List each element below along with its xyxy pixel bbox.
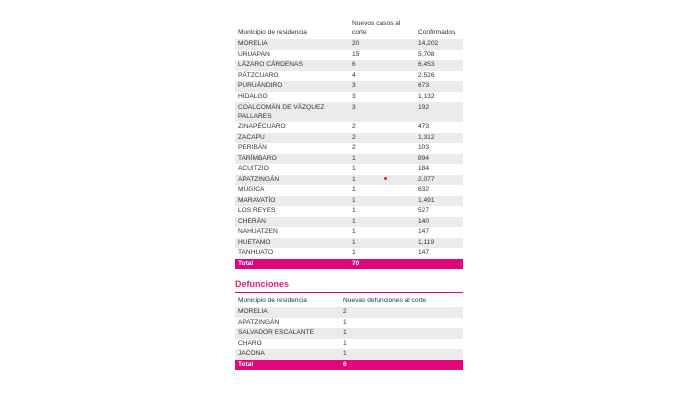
table-row <box>235 339 463 350</box>
deaths-total-value: 6 <box>340 360 463 370</box>
table-cell: 192 <box>415 102 463 122</box>
table-row <box>235 133 463 144</box>
table-cell: 2 <box>349 122 415 133</box>
table-cell: 6,453 <box>415 60 463 71</box>
table-cell: 632 <box>415 185 463 196</box>
table-cell: LOS REYES <box>235 206 349 217</box>
deaths-table <box>235 297 463 370</box>
table-row <box>235 175 463 186</box>
table-cell: 1 <box>349 206 415 217</box>
table-row <box>235 248 463 259</box>
table-cell: ZACAPU <box>235 133 349 144</box>
table-cell: HUETAMO <box>235 238 349 249</box>
table-cell: 4 <box>349 71 415 82</box>
table-cell: HIDALGO <box>235 92 349 103</box>
table-row <box>235 217 463 228</box>
cases-total-row <box>235 259 463 269</box>
table-cell: 20 <box>349 39 415 50</box>
table-row <box>235 196 463 207</box>
table-row <box>235 227 463 238</box>
table-row <box>235 318 463 329</box>
cases-header-row <box>235 20 463 39</box>
table-cell: 1,119 <box>415 238 463 249</box>
table-row <box>235 81 463 92</box>
table-cell: 1 <box>340 328 463 339</box>
cases-body <box>235 39 463 259</box>
table-cell: 1 <box>349 248 415 259</box>
table-cell: PERIBÁN <box>235 143 349 154</box>
deaths-total-label: Total <box>235 360 340 370</box>
table-cell: 2 <box>340 307 463 318</box>
col-confirmados: Confirmados <box>418 28 456 36</box>
table-cell: 1 <box>349 175 415 186</box>
table-cell: 103 <box>415 143 463 154</box>
table-cell: 15 <box>349 50 415 61</box>
table-cell: MARAVATÍO <box>235 196 349 207</box>
table-cell: TARÍMBARO <box>235 154 349 165</box>
col-nuevos-casos: Nuevos casos al corte <box>352 20 401 36</box>
report-container <box>235 20 463 370</box>
table-cell: ZINAPÉCUARO <box>235 122 349 133</box>
table-cell: MORELIA <box>235 307 340 318</box>
table-cell: COALCOMÁN DE VÁZQUEZ PALLARES <box>235 102 349 122</box>
table-cell: NAHUATZEN <box>235 227 349 238</box>
table-cell: ACUITZIO <box>235 164 349 175</box>
table-row <box>235 122 463 133</box>
table-cell: 1 <box>349 196 415 207</box>
table-cell: 1 <box>349 154 415 165</box>
table-cell: 147 <box>415 248 463 259</box>
table-cell: 1 <box>349 227 415 238</box>
col-municipio: Municipio de residencia <box>238 296 307 304</box>
table-cell: 527 <box>415 206 463 217</box>
table-row <box>235 328 463 339</box>
table-row <box>235 238 463 249</box>
cases-total-empty <box>415 259 463 269</box>
table-cell: 1 <box>349 238 415 249</box>
table-cell: 184 <box>415 164 463 175</box>
deaths-body <box>235 307 463 360</box>
table-row <box>235 185 463 196</box>
table-cell: 2 <box>349 143 415 154</box>
table-row <box>235 349 463 360</box>
table-cell: 1 <box>340 339 463 350</box>
red-dot-marker <box>384 177 387 180</box>
table-cell: 1 <box>349 185 415 196</box>
table-row <box>235 60 463 71</box>
table-cell: 140 <box>415 217 463 228</box>
table-cell: 1,312 <box>415 133 463 144</box>
table-cell: 894 <box>415 154 463 165</box>
table-cell: MÚGICA <box>235 185 349 196</box>
table-cell: 673 <box>415 81 463 92</box>
col-municipio: Municipio de residencia <box>238 28 307 36</box>
table-cell: 2 <box>349 133 415 144</box>
table-row <box>235 154 463 165</box>
table-row <box>235 71 463 82</box>
table-cell: 14,202 <box>415 39 463 50</box>
table-row <box>235 92 463 103</box>
table-row <box>235 102 463 122</box>
table-cell: PURUÁNDIRO <box>235 81 349 92</box>
table-cell: LÁZARO CÁRDENAS <box>235 60 349 71</box>
cases-total-value: 70 <box>349 259 415 269</box>
table-cell: 5,708 <box>415 50 463 61</box>
table-cell: JACONA <box>235 349 340 360</box>
table-cell: CHERÁN <box>235 217 349 228</box>
table-cell: 147 <box>415 227 463 238</box>
table-row <box>235 307 463 318</box>
table-cell: 3 <box>349 92 415 103</box>
table-cell: 3 <box>349 102 415 122</box>
table-cell: 1,132 <box>415 92 463 103</box>
table-cell: TANHUATO <box>235 248 349 259</box>
table-cell: APATZINGÁN <box>235 318 340 329</box>
table-row <box>235 206 463 217</box>
cases-total-label: Total <box>235 259 349 269</box>
table-row <box>235 50 463 61</box>
table-cell: 6 <box>349 60 415 71</box>
table-cell: 2,526 <box>415 71 463 82</box>
table-cell: 3 <box>349 81 415 92</box>
table-row <box>235 164 463 175</box>
table-cell: 1,491 <box>415 196 463 207</box>
table-cell: SALVADOR ESCALANTE <box>235 328 340 339</box>
deaths-header-row <box>235 297 463 308</box>
table-row <box>235 143 463 154</box>
table-cell: APATZINGÁN <box>235 175 349 186</box>
table-cell: 1 <box>340 349 463 360</box>
col-nuevas-defunciones: Nuevas defunciones al corte <box>343 296 427 304</box>
table-cell: PÁTZCUARO <box>235 71 349 82</box>
table-cell: 1 <box>349 164 415 175</box>
table-cell: 1 <box>349 217 415 228</box>
table-row <box>235 39 463 50</box>
table-cell: 1 <box>340 318 463 329</box>
table-cell: 2,077 <box>415 175 463 186</box>
table-cell: CHARO <box>235 339 340 350</box>
table-cell: 473 <box>415 122 463 133</box>
deaths-total-row <box>235 360 463 370</box>
table-cell: MORELIA <box>235 39 349 50</box>
deaths-section-title: Defunciones <box>235 279 463 293</box>
table-cell: URUAPAN <box>235 50 349 61</box>
new-cases-table <box>235 20 463 269</box>
